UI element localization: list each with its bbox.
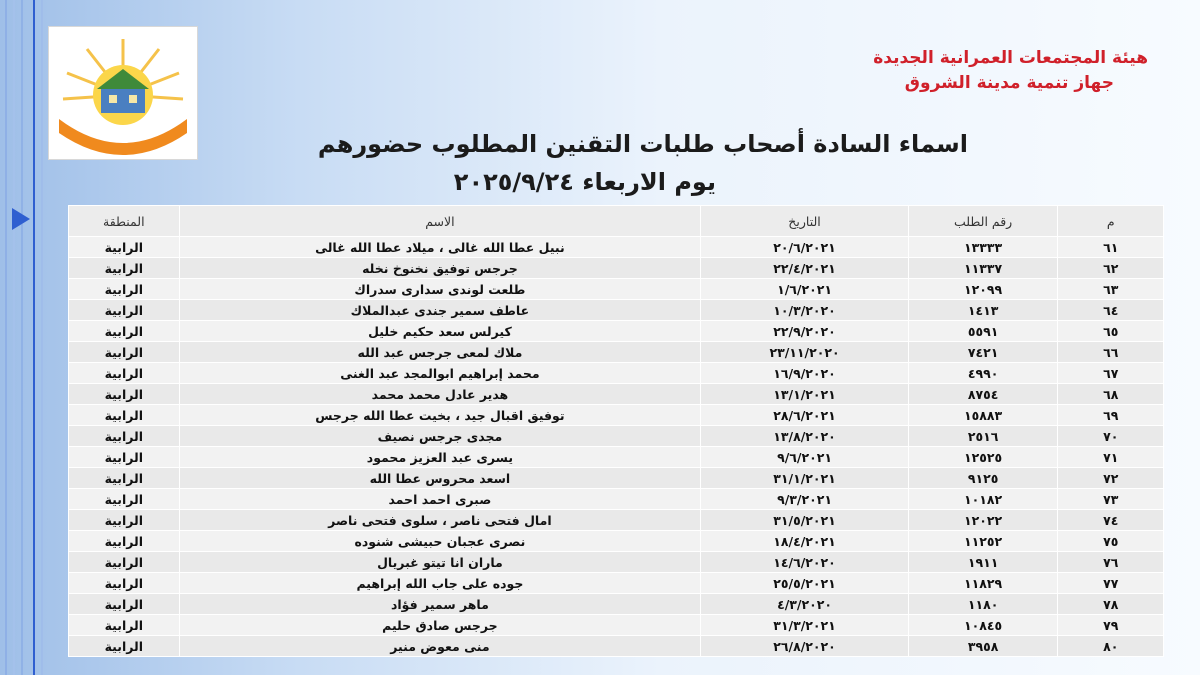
cell-date: ٢٢/٩/٢٠٢٠ [701, 321, 909, 342]
cell-request: ١٣٣٣٣ [908, 237, 1058, 258]
cell-region: الرابية [69, 594, 180, 615]
cell-region: الرابية [69, 447, 180, 468]
cell-date: ٩/٦/٢٠٢١ [701, 447, 909, 468]
cell-index: ٦٧ [1058, 363, 1164, 384]
cell-date: ٢٢/٤/٢٠٢١ [701, 258, 909, 279]
col-index: م [1058, 206, 1164, 237]
cell-region: الرابية [69, 321, 180, 342]
col-region: المنطقة [69, 206, 180, 237]
cell-date: ٣١/٣/٢٠٢١ [701, 615, 909, 636]
cell-index: ٧٦ [1058, 552, 1164, 573]
cell-region: الرابية [69, 510, 180, 531]
col-request-number: رقم الطلب [908, 206, 1058, 237]
cell-request: ١٢٥٢٥ [908, 447, 1058, 468]
cell-request: ١٢٠٩٩ [908, 279, 1058, 300]
table-row [69, 489, 1164, 510]
cell-date: ٢٨/٦/٢٠٢١ [701, 405, 909, 426]
cell-name: هدير عادل محمد محمد [179, 384, 701, 405]
cell-index: ٦٤ [1058, 300, 1164, 321]
table-row [69, 342, 1164, 363]
cell-index: ٨٠ [1058, 636, 1164, 657]
cell-index: ٧٤ [1058, 510, 1164, 531]
cell-date: ٢٦/٨/٢٠٢٠ [701, 636, 909, 657]
cell-index: ٦٢ [1058, 258, 1164, 279]
table-row [69, 321, 1164, 342]
cell-region: الرابية [69, 531, 180, 552]
cell-date: ٩/٣/٢٠٢١ [701, 489, 909, 510]
cell-date: ٣١/١/٢٠٢١ [701, 468, 909, 489]
table-header-row [69, 206, 1164, 237]
cell-name: توفيق اقبال جيد ، بخيت عطا الله جرجس [179, 405, 701, 426]
cell-index: ٧٧ [1058, 573, 1164, 594]
table-row [69, 531, 1164, 552]
col-date: التاريخ [701, 206, 909, 237]
cell-region: الرابية [69, 573, 180, 594]
cell-region: الرابية [69, 237, 180, 258]
cell-date: ٢٥/٥/٢٠٢١ [701, 573, 909, 594]
cell-date: ١٨/٤/٢٠٢١ [701, 531, 909, 552]
cell-request: ٥٥٩١ [908, 321, 1058, 342]
cell-request: ١١٨٠ [908, 594, 1058, 615]
table-row [69, 300, 1164, 321]
table-row [69, 552, 1164, 573]
cell-request: ٩١٢٥ [908, 468, 1058, 489]
cell-request: ١٥٨٨٣ [908, 405, 1058, 426]
cell-name: امال فتحى ناصر ، سلوى فتحى ناصر [179, 510, 701, 531]
cell-date: ٢٠/٦/٢٠٢١ [701, 237, 909, 258]
cell-name: يسرى عبد العزيز محمود [179, 447, 701, 468]
cell-index: ٦٥ [1058, 321, 1164, 342]
table-row [69, 636, 1164, 657]
logo [48, 26, 198, 160]
cell-name: صبرى احمد احمد [179, 489, 701, 510]
cell-region: الرابية [69, 384, 180, 405]
cell-region: الرابية [69, 489, 180, 510]
table-row [69, 258, 1164, 279]
cell-date: ٣١/٥/٢٠٢١ [701, 510, 909, 531]
table-row [69, 468, 1164, 489]
cell-request: ١٠١٨٢ [908, 489, 1058, 510]
cell-name: منى معوض منير [179, 636, 701, 657]
cell-index: ٧٠ [1058, 426, 1164, 447]
table-row [69, 447, 1164, 468]
cell-region: الرابية [69, 342, 180, 363]
table-row [69, 279, 1164, 300]
applicants-table [68, 205, 1164, 657]
cell-date: ١/٦/٢٠٢١ [701, 279, 909, 300]
cell-region: الرابية [69, 300, 180, 321]
cell-request: ١١٨٢٩ [908, 573, 1058, 594]
cell-date: ٤/٣/٢٠٢٠ [701, 594, 909, 615]
cell-date: ١٠/٣/٢٠٢٠ [701, 300, 909, 321]
table-row [69, 573, 1164, 594]
table-row [69, 615, 1164, 636]
table-row [69, 426, 1164, 447]
cell-region: الرابية [69, 279, 180, 300]
cell-region: الرابية [69, 552, 180, 573]
cell-request: ٤٩٩٠ [908, 363, 1058, 384]
cell-request: ٨٧٥٤ [908, 384, 1058, 405]
cell-index: ٦٣ [1058, 279, 1164, 300]
cell-date: ٢٣/١١/٢٠٢٠ [701, 342, 909, 363]
cell-index: ٧٢ [1058, 468, 1164, 489]
cell-region: الرابية [69, 258, 180, 279]
cell-region: الرابية [69, 615, 180, 636]
page-subtitle: يوم الاربعاء ٢٠٢٥/٩/٢٤ [453, 168, 716, 196]
cell-index: ٧٣ [1058, 489, 1164, 510]
cell-name: ماهر سمير فؤاد [179, 594, 701, 615]
cell-request: ١٠٨٤٥ [908, 615, 1058, 636]
cell-region: الرابية [69, 405, 180, 426]
cell-index: ٧٥ [1058, 531, 1164, 552]
cell-name: جرجس توفيق نخنوخ نخله [179, 258, 701, 279]
cell-name: مجدى جرجس نصيف [179, 426, 701, 447]
table-row [69, 594, 1164, 615]
cell-index: ٦١ [1058, 237, 1164, 258]
cell-name: نصرى عجبان حبيشى شنوده [179, 531, 701, 552]
cell-request: ١٢٠٢٢ [908, 510, 1058, 531]
table-row [69, 405, 1164, 426]
cell-index: ٦٦ [1058, 342, 1164, 363]
cell-date: ١٣/٨/٢٠٢٠ [701, 426, 909, 447]
cell-request: ٢٥١٦ [908, 426, 1058, 447]
cell-region: الرابية [69, 468, 180, 489]
org-line2: جهاز تنمية مدينة الشروق [904, 73, 1114, 93]
cell-name: طلعت لوندى سدارى سدراك [179, 279, 701, 300]
table-row [69, 363, 1164, 384]
cell-region: الرابية [69, 363, 180, 384]
cell-name: كيرلس سعد حكيم خليل [179, 321, 701, 342]
cell-index: ٧٩ [1058, 615, 1164, 636]
cell-index: ٦٩ [1058, 405, 1164, 426]
cell-request: ١١٢٥٢ [908, 531, 1058, 552]
cell-name: عاطف سمير جندى عبدالملاك [179, 300, 701, 321]
cell-index: ٧١ [1058, 447, 1164, 468]
cell-index: ٦٨ [1058, 384, 1164, 405]
cell-region: الرابية [69, 426, 180, 447]
cell-request: ١١٣٣٧ [908, 258, 1058, 279]
arrow-icon [12, 208, 30, 230]
cell-request: ١٤١٣ [908, 300, 1058, 321]
cell-request: ٣٩٥٨ [908, 636, 1058, 657]
page-title: اسماء السادة أصحاب طلبات التقنين المطلوب حضورهم [317, 130, 968, 158]
organization-name [873, 46, 1148, 96]
org-line1: هيئة المجتمعات العمرانية الجديدة [873, 48, 1148, 68]
table-row [69, 384, 1164, 405]
cell-date: ١٣/١/٢٠٢١ [701, 384, 909, 405]
cell-name: محمد إبراهيم ابوالمجد عبد الغنى [179, 363, 701, 384]
table-row [69, 510, 1164, 531]
cell-date: ١٦/٩/٢٠٢٠ [701, 363, 909, 384]
cell-name: نبيل عطا الله غالى ، ميلاد عطا الله غالى [179, 237, 701, 258]
cell-name: جرجس صادق حليم [179, 615, 701, 636]
cell-name: ملاك لمعى جرجس عبد الله [179, 342, 701, 363]
cell-region: الرابية [69, 636, 180, 657]
cell-request: ٧٤٢١ [908, 342, 1058, 363]
cell-name: اسعد محروس عطا الله [179, 468, 701, 489]
cell-index: ٧٨ [1058, 594, 1164, 615]
col-name: الاسم [179, 206, 701, 237]
cell-name: جوده على جاب الله إبراهيم [179, 573, 701, 594]
cell-request: ١٩١١ [908, 552, 1058, 573]
cell-name: ماران انا تيتو غبريال [179, 552, 701, 573]
cell-date: ١٤/٦/٢٠٢٠ [701, 552, 909, 573]
table-row [69, 237, 1164, 258]
